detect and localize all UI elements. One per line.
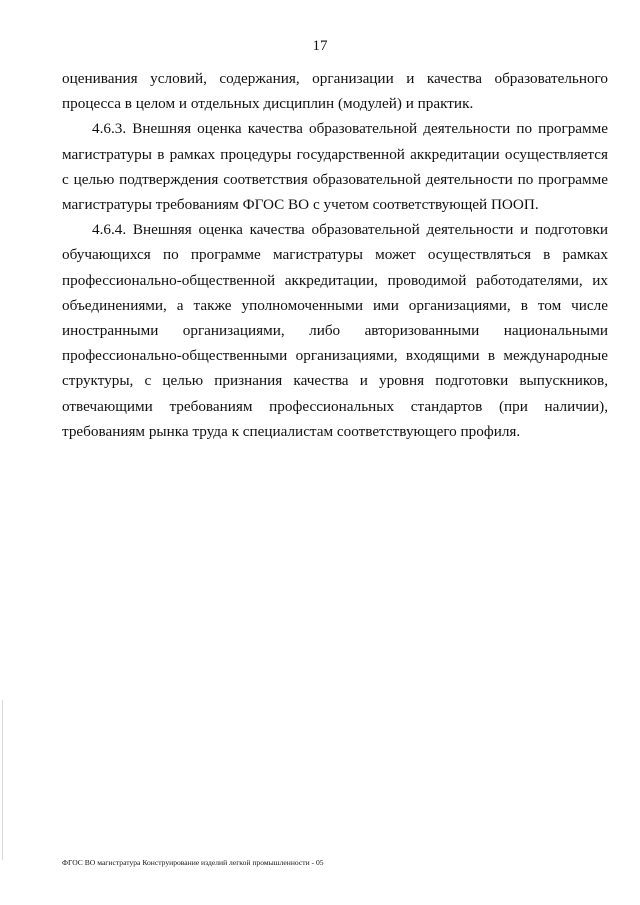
paragraph-continuation: оценивания условий, содержания, организации и качества образовательного процесса в целом и отдельных дисциплин (модулей) и практик. bbox=[62, 70, 608, 113]
document-body bbox=[62, 66, 608, 444]
paragraph-4-6-3: 4.6.3. Внешняя оценка качества образовательной деятельности по программе магистратуры в рамках процедуры государственной аккредитации осуществляется с целью подтверждения соответствия образовательной деятельности по программе магистратуры требованиям ФГОС ВО с учетом соответствующей ПООП. bbox=[62, 120, 608, 214]
scan-edge-line bbox=[2, 700, 3, 860]
page-footer: ФГОС ВО магистратура Конструирование изделий легкой промышленности - 05 bbox=[62, 858, 324, 867]
page-number: 17 bbox=[312, 38, 328, 54]
paragraph-4-6-4: 4.6.4. Внешняя оценка качества образовательной деятельности и подготовки обучающихся по программе магистратуры может осуществляться в рамках профессионально-общественной аккредитации, проводимой работодателями, их объединениями, а также уполномоченными ими организациями, в том числе иностранными организациями, либо авторизованными национальными профессионально-общественными организациями, входящими в международные структуры, с целью признания качества и уровня подготовки выпускников, отвечающими требованиям профессиональных стандартов (при наличии), требованиям рынка труда к специалистам соответствующего профиля. bbox=[62, 221, 608, 440]
